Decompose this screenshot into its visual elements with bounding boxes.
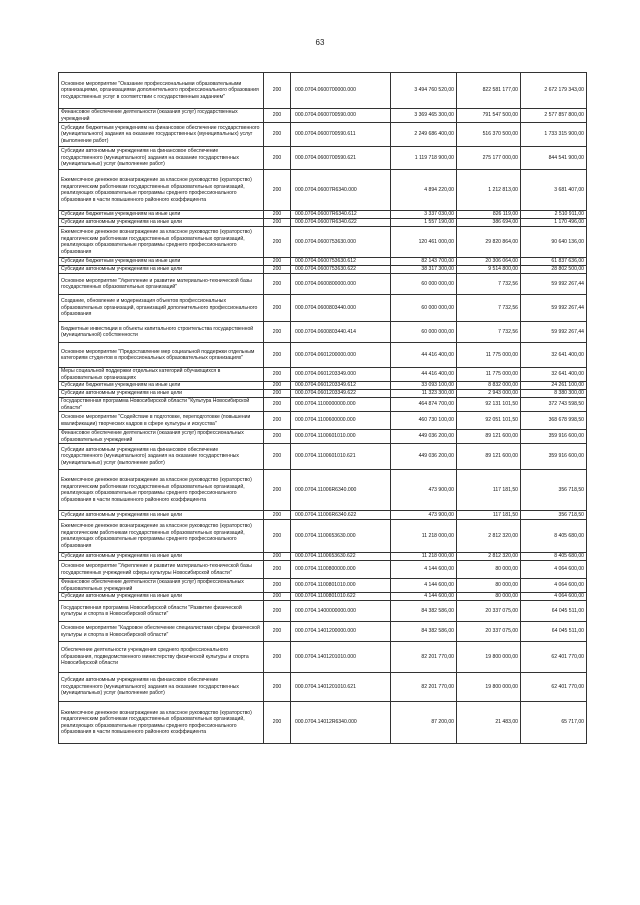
row-kbk: 000.0704.0600803440.000 <box>291 295 391 322</box>
row-kbk: 000.0704.1100653630.000 <box>291 520 391 553</box>
row-name: Государственная программа Новосибирской области "Культура Новосибирской области" <box>59 398 264 412</box>
row-value-3: 32 641 400,00 <box>521 368 587 382</box>
row-value-1: 11 218 000,00 <box>391 553 457 561</box>
row-kbk: 000.0704.06007R6340.612 <box>291 211 391 219</box>
row-value-2: 80 000,00 <box>457 579 521 593</box>
row-value-2: 2 943 000,00 <box>457 390 521 398</box>
table-row <box>59 170 587 211</box>
row-value-1: 44 416 400,00 <box>391 368 457 382</box>
table-row <box>59 227 587 258</box>
row-kbk: 000.0704.1100653630.622 <box>291 553 391 561</box>
table-row <box>59 295 587 322</box>
row-kbk: 000.0704.1100601010.621 <box>291 444 391 470</box>
row-code: 200 <box>264 266 291 274</box>
row-value-1: 33 093 100,00 <box>391 382 457 390</box>
row-value-2: 20 306 064,00 <box>457 258 521 266</box>
row-value-1: 82 201 770,00 <box>391 673 457 702</box>
row-name: Финансовое обеспечение деятельности (оказания услуг) профессиональных образовательных учреждений <box>59 430 264 444</box>
row-value-3: 59 992 267,44 <box>521 322 587 343</box>
row-name: Создание, обновление и модернизация объектов профессиональных образовательных организаций, организаций дополнительного профессионального образования <box>59 295 264 322</box>
row-name: Финансовое обеспечение деятельности (оказания услуг) государственных учреждений <box>59 109 264 123</box>
row-name: Обеспечение деятельности учреждения среднего профессионального образования, подведомственного министерству физической культуры и спорта Новосибирской области <box>59 642 264 673</box>
row-name: Основное мероприятие "Предоставление мер социальной поддержки отдельным категориям студентов в профессиональных образовательных организациях" <box>59 343 264 368</box>
row-name: Субсидии автономным учреждениям на финансовое обеспечение государственного (муниципального) задания на оказание государственных (муниципальных) услуг (выполнение работ) <box>59 673 264 702</box>
row-value-3: 2 672 179 343,00 <box>521 73 587 109</box>
row-value-3: 59 992 267,44 <box>521 295 587 322</box>
row-code: 200 <box>264 343 291 368</box>
row-value-3: 2 510 911,00 <box>521 211 587 219</box>
row-value-3: 90 640 136,00 <box>521 227 587 258</box>
row-kbk: 000.0704.14012R6340.000 <box>291 702 391 744</box>
row-value-2: 89 121 600,00 <box>457 430 521 444</box>
row-value-3: 356 718,50 <box>521 470 587 511</box>
row-code: 200 <box>264 147 291 170</box>
row-code: 200 <box>264 295 291 322</box>
row-kbk: 000.0704.11006R6340.000 <box>291 470 391 511</box>
row-name: Ежемесячное денежное вознаграждение за классное руководство (кураторство) педагогическим работникам государственных образовательных организаций, реализующих образовательные программы среднего профессионального образования в части повышенного районного коэффициента <box>59 470 264 511</box>
row-code: 200 <box>264 702 291 744</box>
row-value-2: 29 820 864,00 <box>457 227 521 258</box>
row-value-3: 4 064 600,00 <box>521 593 587 601</box>
row-kbk: 000.0704.11006R6340.622 <box>291 511 391 520</box>
row-value-2: 826 119,00 <box>457 211 521 219</box>
table-row <box>59 702 587 744</box>
row-value-2: 20 337 075,00 <box>457 601 521 622</box>
row-value-2: 7 732,56 <box>457 322 521 343</box>
row-kbk: 000.0704.1401201010.000 <box>291 642 391 673</box>
row-code: 200 <box>264 390 291 398</box>
row-kbk: 000.0704.0600800000.000 <box>291 274 391 295</box>
row-value-2: 19 800 000,00 <box>457 673 521 702</box>
row-code: 200 <box>264 382 291 390</box>
row-kbk: 000.0704.1100800000.000 <box>291 561 391 579</box>
row-value-1: 473 900,00 <box>391 511 457 520</box>
row-name: Ежемесячное денежное вознаграждение за классное руководство (кураторство) педагогическим работникам государственных образовательных организаций, реализующих образовательные программы среднего профессионального образования в части повышенного районного коэффициента <box>59 170 264 211</box>
row-value-1: 4 144 600,00 <box>391 579 457 593</box>
row-name: Ежемесячное денежное вознаграждение за классное руководство (кураторство) педагогическим работникам государственных образовательных организаций, реализующих образовательные программы среднего профессионального образования <box>59 520 264 553</box>
row-value-3: 359 916 600,00 <box>521 444 587 470</box>
row-value-1: 4 144 600,00 <box>391 561 457 579</box>
row-kbk: 000.0704.1100801010.622 <box>291 593 391 601</box>
row-value-1: 464 874 700,00 <box>391 398 457 412</box>
row-name: Ежемесячное денежное вознаграждение за классное руководство (кураторство) педагогическим работникам государственных образовательных организаций, реализующих образовательные программы среднего профессионального образования в части повышенного районного коэффициента <box>59 702 264 744</box>
row-name: Субсидии автономным учреждениям на иные цели <box>59 593 264 601</box>
row-kbk: 000.0704.1100601010.000 <box>291 430 391 444</box>
row-kbk: 000.0704.0600753630.612 <box>291 258 391 266</box>
row-code: 200 <box>264 622 291 642</box>
row-value-1: 60 000 000,00 <box>391 322 457 343</box>
table-row <box>59 382 587 390</box>
row-name: Субсидии автономным учреждениям на иные цели <box>59 553 264 561</box>
row-value-3: 3 681 407,00 <box>521 170 587 211</box>
row-value-1: 3 369 465 300,00 <box>391 109 457 123</box>
row-code: 200 <box>264 258 291 266</box>
row-kbk: 000.0704.1400000000.000 <box>291 601 391 622</box>
row-kbk: 000.0704.1100801010.000 <box>291 579 391 593</box>
table-row <box>59 601 587 622</box>
table-row <box>59 368 587 382</box>
row-value-2: 275 177 000,00 <box>457 147 521 170</box>
row-kbk: 000.0704.0600700590.621 <box>291 147 391 170</box>
row-value-3: 359 916 600,00 <box>521 430 587 444</box>
row-value-3: 62 401 770,00 <box>521 642 587 673</box>
row-value-1: 44 416 400,00 <box>391 343 457 368</box>
row-value-2: 11 775 000,00 <box>457 368 521 382</box>
row-value-3: 8 405 680,00 <box>521 553 587 561</box>
table-row <box>59 147 587 170</box>
row-value-1: 4 894 220,00 <box>391 170 457 211</box>
row-code: 200 <box>264 520 291 553</box>
row-value-2: 117 181,50 <box>457 470 521 511</box>
table-row <box>59 274 587 295</box>
row-kbk: 000.0704.0601200000.000 <box>291 343 391 368</box>
row-value-2: 822 581 177,00 <box>457 73 521 109</box>
row-value-1: 2 249 686 400,00 <box>391 123 457 147</box>
row-value-1: 84 382 586,00 <box>391 622 457 642</box>
row-value-2: 7 732,56 <box>457 274 521 295</box>
row-code: 200 <box>264 398 291 412</box>
table-row <box>59 642 587 673</box>
row-value-1: 460 730 100,00 <box>391 412 457 430</box>
row-kbk: 000.0704.0600753630.622 <box>291 266 391 274</box>
table-row <box>59 673 587 702</box>
row-name: Основное мероприятие "Укрепление и развитие материально-технической базы государственных образовательных организаций" <box>59 274 264 295</box>
row-value-1: 84 382 586,00 <box>391 601 457 622</box>
table-row <box>59 211 587 219</box>
row-kbk: 000.0704.1401201010.621 <box>291 673 391 702</box>
row-value-1: 38 317 300,00 <box>391 266 457 274</box>
row-value-1: 3 494 760 520,00 <box>391 73 457 109</box>
row-name: Основное мероприятие "Содействие в подготовке, переподготовке (повышении квалификации) творческих кадров в сфере культуры и искусства" <box>59 412 264 430</box>
row-name: Субсидии автономным учреждениям на иные цели <box>59 511 264 520</box>
row-value-3: 64 045 511,00 <box>521 601 587 622</box>
row-name: Субсидии бюджетным учреждениям на иные цели <box>59 258 264 266</box>
page-number: 63 <box>315 38 325 47</box>
row-value-1: 11 218 000,00 <box>391 520 457 553</box>
row-value-1: 449 036 200,00 <box>391 444 457 470</box>
row-name: Основное мероприятие "Оказание профессиональными образовательными организациями, организациями дополнительного профессионального образования государственных услуг в соответствии с государственным заданием" <box>59 73 264 109</box>
row-name: Субсидии автономным учреждениям на финансовое обеспечение государственного (муниципального) задания на оказание государственных (муниципальных) услуг (выполнение работ) <box>59 147 264 170</box>
row-name: Финансовое обеспечение деятельности (оказания услуг) профессиональных образовательных учреждений <box>59 579 264 593</box>
row-value-3: 372 743 598,50 <box>521 398 587 412</box>
row-value-1: 449 036 200,00 <box>391 430 457 444</box>
row-code: 200 <box>264 553 291 561</box>
table-row <box>59 593 587 601</box>
row-code: 200 <box>264 274 291 295</box>
table-row <box>59 430 587 444</box>
row-value-3: 8 380 300,00 <box>521 390 587 398</box>
row-value-3: 4 064 600,00 <box>521 561 587 579</box>
row-value-2: 386 694,00 <box>457 219 521 227</box>
row-value-3: 64 045 511,00 <box>521 622 587 642</box>
row-value-2: 89 121 600,00 <box>457 444 521 470</box>
row-name: Государственная программа Новосибирской области "Развитие физической культуры и спорта в Новосибирской области" <box>59 601 264 622</box>
row-code: 200 <box>264 170 291 211</box>
row-value-3: 368 678 998,50 <box>521 412 587 430</box>
row-code: 200 <box>264 673 291 702</box>
table-row <box>59 123 587 147</box>
row-name: Ежемесячное денежное вознаграждение за классное руководство (кураторство) педагогическим работникам государственных образовательных организаций, реализующих образовательные программы среднего профессионального образования <box>59 227 264 258</box>
row-name: Субсидии бюджетным учреждениям на иные цели <box>59 382 264 390</box>
row-kbk: 000.0704.0600700590.000 <box>291 109 391 123</box>
row-kbk: 000.0704.1100000000.000 <box>291 398 391 412</box>
table-row <box>59 561 587 579</box>
row-code: 200 <box>264 470 291 511</box>
table-row <box>59 398 587 412</box>
row-kbk: 000.0704.1100600000.000 <box>291 412 391 430</box>
budget-table <box>58 72 587 744</box>
row-code: 200 <box>264 642 291 673</box>
row-value-3: 8 405 680,00 <box>521 520 587 553</box>
row-code: 200 <box>264 211 291 219</box>
row-code: 200 <box>264 73 291 109</box>
row-name: Субсидии автономным учреждениям на иные цели <box>59 219 264 227</box>
row-code: 200 <box>264 412 291 430</box>
row-kbk: 000.0704.06007R6340.000 <box>291 170 391 211</box>
table-row <box>59 622 587 642</box>
row-code: 200 <box>264 601 291 622</box>
row-value-1: 1 119 718 900,00 <box>391 147 457 170</box>
row-value-2: 516 370 500,00 <box>457 123 521 147</box>
row-value-2: 80 000,00 <box>457 561 521 579</box>
table-row <box>59 579 587 593</box>
row-code: 200 <box>264 511 291 520</box>
row-value-2: 20 337 075,00 <box>457 622 521 642</box>
table-row <box>59 444 587 470</box>
row-value-1: 87 200,00 <box>391 702 457 744</box>
row-name: Субсидии бюджетным учреждениям на иные цели <box>59 211 264 219</box>
row-name: Основное мероприятие "Кадровое обеспечение специалистами сферы физической культуры и спорта в Новосибирской области" <box>59 622 264 642</box>
row-value-1: 11 323 300,00 <box>391 390 457 398</box>
row-value-2: 19 800 000,00 <box>457 642 521 673</box>
row-kbk: 000.0704.0600753630.000 <box>291 227 391 258</box>
row-value-3: 32 641 400,00 <box>521 343 587 368</box>
row-value-2: 92 131 101,50 <box>457 398 521 412</box>
row-value-2: 1 212 813,00 <box>457 170 521 211</box>
row-value-1: 473 900,00 <box>391 470 457 511</box>
row-kbk: 000.0704.0601203349.000 <box>291 368 391 382</box>
row-value-3: 59 992 267,44 <box>521 274 587 295</box>
row-value-2: 92 051 101,50 <box>457 412 521 430</box>
row-code: 200 <box>264 579 291 593</box>
row-name: Субсидии автономным учреждениям на иные цели <box>59 266 264 274</box>
row-value-2: 8 832 000,00 <box>457 382 521 390</box>
row-value-2: 80 000,00 <box>457 593 521 601</box>
row-value-3: 62 401 770,00 <box>521 673 587 702</box>
row-value-2: 11 775 000,00 <box>457 343 521 368</box>
row-kbk: 000.0704.06007R6340.622 <box>291 219 391 227</box>
row-value-2: 117 181,50 <box>457 511 521 520</box>
row-value-3: 61 837 636,00 <box>521 258 587 266</box>
row-code: 200 <box>264 123 291 147</box>
row-code: 200 <box>264 430 291 444</box>
row-value-1: 60 000 000,00 <box>391 295 457 322</box>
row-value-3: 356 718,50 <box>521 511 587 520</box>
row-value-3: 24 261 100,00 <box>521 382 587 390</box>
row-value-1: 120 461 000,00 <box>391 227 457 258</box>
row-name: Меры социальной поддержки отдельных категорий обучающихся в образовательных организациях <box>59 368 264 382</box>
table-row <box>59 266 587 274</box>
row-value-1: 4 144 600,00 <box>391 593 457 601</box>
row-kbk: 000.0704.0600700590.611 <box>291 123 391 147</box>
table-row <box>59 343 587 368</box>
row-kbk: 000.0704.0600803440.414 <box>291 322 391 343</box>
table-row <box>59 390 587 398</box>
row-kbk: 000.0704.0601203349.622 <box>291 390 391 398</box>
row-value-3: 1 170 496,00 <box>521 219 587 227</box>
row-value-2: 21 483,00 <box>457 702 521 744</box>
row-value-3: 28 802 500,00 <box>521 266 587 274</box>
row-value-2: 9 514 800,00 <box>457 266 521 274</box>
row-name: Субсидии бюджетным учреждениям на финансовое обеспечение государственного (муниципального) задания на оказание государственных (муниципальных) услуг (выполнение работ) <box>59 123 264 147</box>
row-value-1: 1 557 190,00 <box>391 219 457 227</box>
row-value-2: 7 732,56 <box>457 295 521 322</box>
table-row <box>59 520 587 553</box>
row-value-1: 3 337 030,00 <box>391 211 457 219</box>
row-value-1: 82 143 700,00 <box>391 258 457 266</box>
row-value-3: 65 717,00 <box>521 702 587 744</box>
row-kbk: 000.0704.0601203349.612 <box>291 382 391 390</box>
table-row <box>59 412 587 430</box>
table-row <box>59 109 587 123</box>
row-value-2: 2 812 320,00 <box>457 520 521 553</box>
row-name: Субсидии автономным учреждениям на финансовое обеспечение государственного (муниципального) задания на оказание государственных (муниципальных) услуг (выполнение работ) <box>59 444 264 470</box>
row-name: Бюджетные инвестиции в объекты капитального строительства государственной (муниципальной) собственности <box>59 322 264 343</box>
row-code: 200 <box>264 227 291 258</box>
table-row <box>59 470 587 511</box>
row-value-3: 844 541 900,00 <box>521 147 587 170</box>
row-code: 200 <box>264 561 291 579</box>
row-name: Основное мероприятие "Укрепление и развитие материально-технической базы государственных учреждений сферы культуры Новосибирской области" <box>59 561 264 579</box>
row-code: 200 <box>264 322 291 343</box>
row-value-3: 4 064 600,00 <box>521 579 587 593</box>
row-kbk: 000.0704.0600700000.000 <box>291 73 391 109</box>
row-value-3: 1 733 315 900,00 <box>521 123 587 147</box>
table-row <box>59 322 587 343</box>
row-value-2: 2 812 320,00 <box>457 553 521 561</box>
table-row <box>59 511 587 520</box>
row-code: 200 <box>264 219 291 227</box>
table-row <box>59 258 587 266</box>
table-row <box>59 553 587 561</box>
row-code: 200 <box>264 593 291 601</box>
row-code: 200 <box>264 444 291 470</box>
row-value-2: 791 547 500,00 <box>457 109 521 123</box>
row-value-3: 2 577 857 800,00 <box>521 109 587 123</box>
table-row <box>59 73 587 109</box>
row-code: 200 <box>264 368 291 382</box>
row-value-1: 82 201 770,00 <box>391 642 457 673</box>
row-code: 200 <box>264 109 291 123</box>
table-row <box>59 219 587 227</box>
row-value-1: 60 000 000,00 <box>391 274 457 295</box>
row-kbk: 000.0704.1401200000.000 <box>291 622 391 642</box>
row-name: Субсидии автономным учреждениям на иные цели <box>59 390 264 398</box>
